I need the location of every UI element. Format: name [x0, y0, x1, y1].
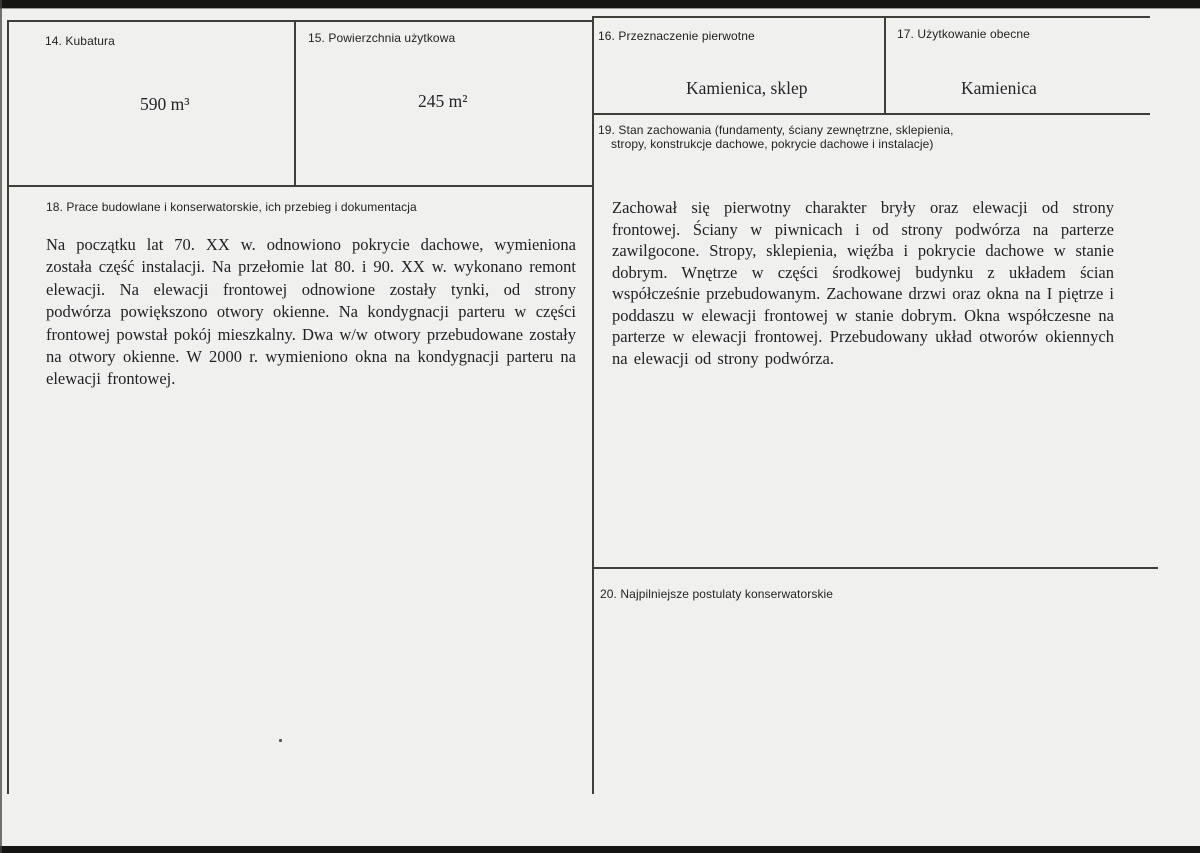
field-15-powierzchnia-label: 15. Powierzchnia użytkowa [308, 31, 456, 45]
scanner-black-bar-top [0, 0, 1200, 8]
field-18-prace-budowlane-label: 18. Prace budowlane i konserwatorskie, ich przebieg i dokumentacja [46, 200, 417, 214]
field-14-kubatura-value: 590 m³ [140, 94, 190, 114]
field-17-uzytkowanie-label: 17. Użytkowanie obecne [897, 27, 1030, 41]
divider-top-right [592, 16, 1150, 18]
field-19-stan-zachowania-label [598, 123, 954, 151]
field-19-stan-zachowania-text: Zachował się pierwotny charakter bryły oraz elewacji od strony frontowej. Ściany w piwnicach i od strony podwórza na parterze zawilgocone. Stropy, sklepienia, więźba i pokrycie dachowe w stanie dobrym. Wnętrze w części środkowej budynku z układem ścian współcześnie przebudowanym. Zachowane drzwi oraz okna na I piętrze i poddaszu w elewacji frontowej w stanie dobrym. Okna współczesne na parterze w elewacji frontowej. Przebudowany układ otworów okiennych na elewacji od strony podwórza. [612, 198, 1114, 368]
field-17-uzytkowanie-value: Kamienica [961, 78, 1037, 98]
divider-below-14-15 [7, 185, 593, 187]
scanner-black-bar-bottom [0, 846, 1200, 853]
field-15-powierzchnia-value: 245 m² [418, 91, 468, 111]
divider-below-19 [592, 567, 1158, 569]
scanner-edge-shadow [0, 0, 2, 853]
field-19-label-line2: stropy, konstrukcje dachowe, pokrycie dachowe i instalacje) [611, 137, 934, 151]
divider-16-17 [884, 16, 886, 115]
field-19-label-line1: 19. Stan zachowania (fundamenty, ściany zewnętrzne, sklepienia, [598, 123, 954, 137]
divider-top-left [7, 20, 593, 22]
field-20-postulaty-label: 20. Najpilniejsze postulaty konserwatorskie [600, 587, 834, 601]
field-16-przeznaczenie-value: Kamienica, sklep [686, 78, 808, 98]
divider-14-15 [294, 20, 296, 187]
field-14-kubatura-label: 14. Kubatura [45, 34, 115, 48]
border-left [7, 20, 9, 794]
field-16-przeznaczenie-label: 16. Przeznaczenie pierwotne [598, 29, 755, 43]
scan-speck [279, 739, 282, 742]
divider-below-16-17 [592, 113, 1150, 115]
divider-center-column [592, 16, 594, 794]
field-18-prace-budowlane-text: Na początku lat 70. XX w. odnowiono pokrycie dachowe, wymieniona została część instalacji. Na przełomie lat 80. i 90. XX w. wykonano remont elewacji. Na elewacji frontowej odnowione zostały tynki, od strony podwórza powiększono otwory okienne. Na kondygnacji parteru w części frontowej powstał pokój mieszkalny. Dwa w/w otwory przebudowane zostały na otwory okienne. W 2000 r. wymieniono okna na kondygnacji parteru na elewacji frontowej. [46, 235, 576, 389]
